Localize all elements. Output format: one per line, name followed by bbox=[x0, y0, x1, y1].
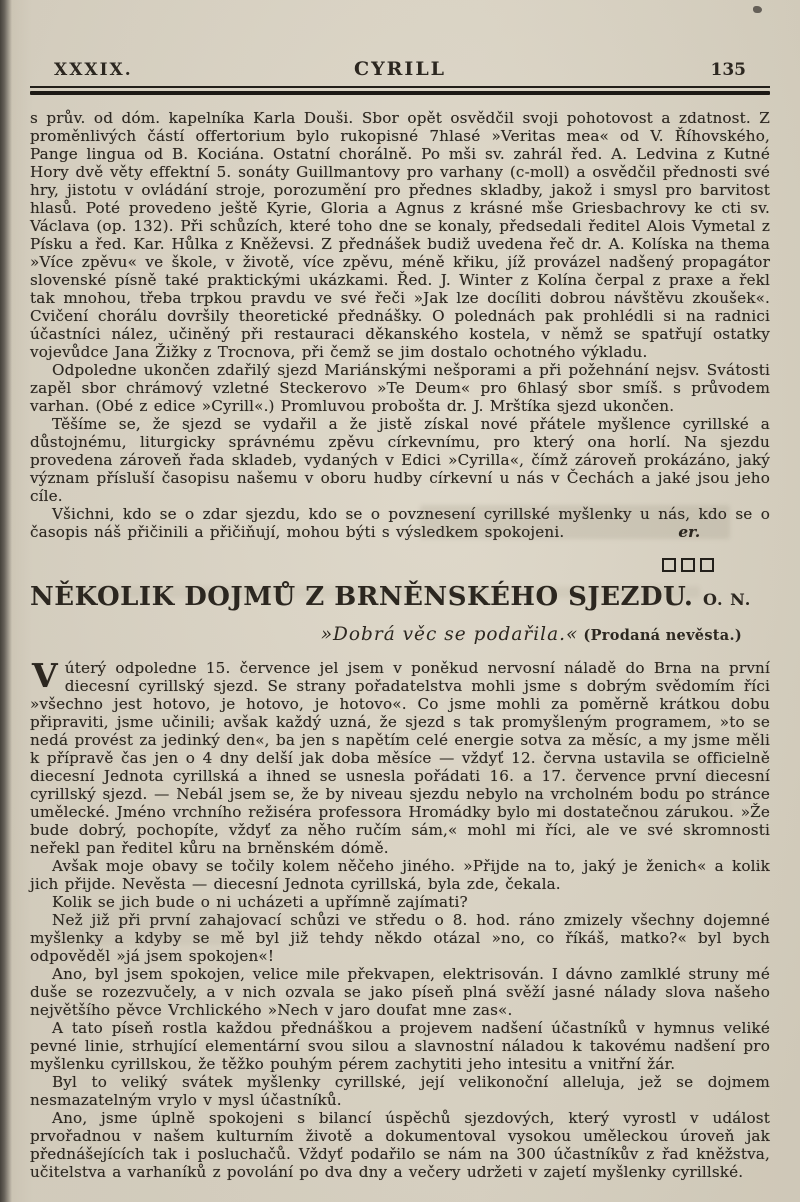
paragraph: Byl to veliký svátek myšlenky cyrillské, její velikonoční alleluja, jež se dojmem nesmazatelným vrylo v mysl účastníků. bbox=[30, 1073, 770, 1109]
paragraph-text: Všichni, kdo se o zdar sjezdu, kdo se o povznesení cyrillské myšlenky u nás, kdo se o časopis náš přičinili a přičiňují, mohou býti s výsledkem spokojeni. bbox=[30, 505, 770, 541]
journal-title: CYRILL bbox=[353, 58, 447, 80]
paragraph: Ano, byl jsem spokojen, velice mile překvapen, elektrisován. I dávno zamlklé struny mé duše se rozezvučely, a v nich ozvala se jako píseň plná svěží jasné nálady slova našeho největšího pěvce Vrchlického »Nech v jaro doufat mne zas«. bbox=[30, 965, 770, 1019]
paragraph: Než již při první zahajovací schůzi ve středu o 8. hod. ráno zmizely všechny dojemné myšlenky a kdyby se mě byl již tehdy někdo otázal »no, co říkáš, matko?« byl bych odpověděl »já jsem spokojen«! bbox=[30, 911, 770, 965]
article-motto bbox=[30, 624, 770, 645]
article-author: O. N. bbox=[702, 590, 752, 609]
article-title bbox=[30, 582, 770, 612]
divider-squares-icon bbox=[30, 554, 770, 568]
motto-source: (Prodaná nevěsta.) bbox=[583, 627, 742, 644]
header-rule-thin bbox=[30, 86, 770, 88]
paragraph-text: úterý odpoledne 15. července jel jsem v poněkud nervosní náladě do Brna na první diecesní cyrillský sjezd. Se strany pořadatelstva mohli jsme s dobrým svědomím říci »všechno jest hotovo, je hotovo, je hotovo«. Co jsme mohli za poměrně krátkou dobu připraviti, jsme učinili; avšak každý uzná, že sjezd s tak promyšleným programem, »to se nedá provést za jedinký den«, ba jen s napětím celé energie sotva za měsíc, a my jsme měli k přípravě čas jen o 4 dny delší jak doba měsíce — vždyť 12. června ustavila se officielně diecesní Jednota cyrillská a ihned se usnesla pořádati 16. a 17. července první diecesní cyrillský sjezd. — Nebál jsem se, že by niveau sjezdu nebylo na vrcholném bodu po stránce umělecké. Jméno vrchního režiséra professora Hromádky bylo mi dostatečnou zárukou. »Že bude dobrý, pochopíte, vždyť za něho ručím sám,« mohl mi říci, ale ve své skromnosti neřekl pan ředitel kůru na brněnském dómě. bbox=[30, 659, 770, 857]
motto-quote: »Dobrá věc se podařila.« bbox=[320, 624, 579, 645]
page-number: 135 bbox=[710, 60, 746, 80]
paragraph: A tato píseň rostla každou přednáškou a projevem nadšení účastníků v hymnus veliké pevné linie, strhující elementární svou silou a slavnostní náladou k takovému nadšení pro myšlenku cyrillskou, že těžko pouhým pérem zachytiti jeho intesitu a vnitřní žár. bbox=[30, 1019, 770, 1073]
article-body bbox=[30, 656, 770, 1181]
paragraph bbox=[30, 505, 770, 541]
paragraph: Kolik se jich bude o ni ucházeti a upřímně zajímati? bbox=[52, 893, 468, 911]
square-icon bbox=[662, 558, 676, 572]
paragraph: s prův. od dóm. kapelníka Karla Douši. Sbor opět osvědčil svoji pohotovost a zdatnost. Z proměnlivých částí offertorium bylo rukopisné 7hlasé »Veritas mea« od V. Říhovského, Pange lingua od B. Kociána. Ostatní chorálně. Po mši sv. zahrál řed. A. Ledvina z Kutné Hory dvě věty effektní 5. sonáty Guillmantovy pro varhany (c-moll) a osvědčil přednosti své hry, jistotu v ovládání stroje, porozumění pro přednes skladby, jakož i smysl pro barvitost hlasů. Poté provedeno ještě Kyrie, Gloria a Agnus z krásné mše Griesbachrovy ke cti sv. Václava (op. 132). Při schůzích, které toho dne se konaly, předsedali ředitel Alois Vymetal z Písku a řed. Kar. Hůlka z Kněževsi. Z přednášek budiž uvedena řeč dr. A. Kolíska na thema »Více zpěvu« ve škole, v životě, více zpěvu, méně křiku, jíž provázel nadšený propagátor slovenské písně také praktickými ukázkami. Řed. J. Winter z Kolína čerpal z praxe a řekl tak mnohou, třeba trpkou pravdu ve své řeči »Jak lze docíliti dobrou návštěvu zkoušek«. Cvičení chorálu dovršily theoretické přednášky. O polednách pak prohlédli si na radnici účastníci nález, učiněný při restauraci děkanského kostela, v němž se spatřují ostatky vojevůdce Jana Žižky z Trocnova, při čemž se jim dostalo ochotného výkladu. bbox=[30, 109, 770, 361]
paragraph: Ano, jsme úplně spokojeni s bilancí úspěchů sjezdových, který vyrostl v událost prvořadnou v našem kulturním životě a dokumentoval vysokou uměleckou úroveň jak přednášejících tak i posluchačů. Vždyť podařilo se nám na 300 účastníkův z řad kněžstva, učitelstva a varhaníků z povolání po dva dny a večery udržeti v zajetí myšlenky cyrillské. bbox=[30, 1109, 770, 1181]
article-continuation bbox=[30, 109, 770, 541]
author-signature: er. bbox=[678, 523, 701, 541]
header-rule-thick bbox=[30, 91, 770, 95]
journal-volume-number: XXXIX. bbox=[54, 60, 133, 80]
square-icon bbox=[700, 558, 714, 572]
paragraph: Avšak moje obavy se točily kolem něčeho jiného. »Přijde na to, jaký je ženich« a kolik jich přijde. Nevěsta — diecesní Jednota cyrillská, byla zde, čekala. bbox=[30, 857, 770, 893]
page-header bbox=[30, 0, 770, 84]
paragraph: Odpoledne ukončen zdařilý sjezd Mariánskými nešporami a při požehnání nejsv. Svátosti zapěl sbor chrámový vzletné Steckerovo »Te Deum« pro 6hlasý sbor smíš. s průvodem varhan. (Obé z edice »Cyrill«.) Promluvou probošta dr. J. Mrštíka sjezd ukončen. bbox=[30, 361, 770, 415]
paragraph: Těšíme se, že sjezd se vydařil a že jistě získal nové přátele myšlence cyrillské a důstojnému, liturgicky správnému zpěvu církevnímu, pro který ona horlí. Na sjezdu provedena zároveň řada skladeb, vydaných v Edici »Cyrilla«, čímž zároveň prokázáno, jaký význam přísluší časopisu našemu v oboru hudby církevní u nás v Čechách a jaké jsou jeho cíle. bbox=[30, 415, 770, 505]
square-icon bbox=[681, 558, 695, 572]
paragraph bbox=[30, 656, 770, 857]
drop-cap: V bbox=[32, 656, 58, 695]
article-title-text: NĚKOLIK DOJMŮ Z BRNĚNSKÉHO SJEZDU. bbox=[30, 582, 694, 612]
